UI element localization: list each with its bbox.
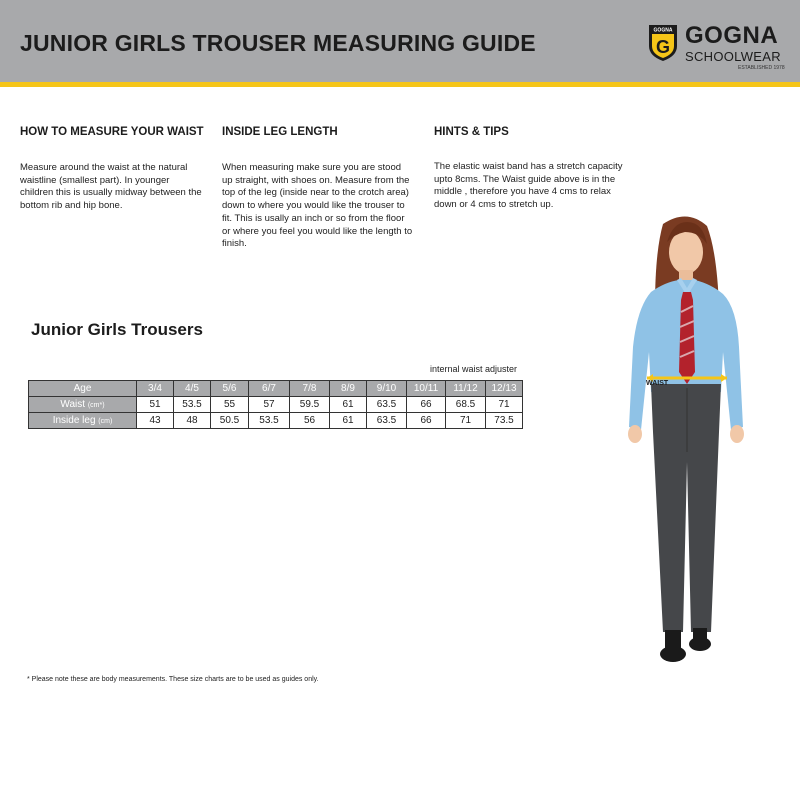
- waist-row-label: Waist: [60, 399, 86, 410]
- header-accent-stripe: [0, 82, 800, 87]
- age-cell: 9/10: [367, 381, 407, 397]
- age-cell: 7/8: [290, 381, 330, 397]
- inside-leg-section-heading: INSIDE LEG LENGTH: [222, 126, 338, 138]
- inside-leg-section: [222, 126, 414, 251]
- shield-logo-icon: [648, 24, 678, 62]
- inside-leg-row-label: Inside leg: [52, 415, 96, 426]
- waist-section-text: Measure around the waist at the natural waistline (smallest part). In younger children this is usually midway between the bottom rib and hip bone.: [20, 162, 202, 212]
- brand-logo: [648, 22, 793, 72]
- inside-leg-cell: 63.5: [367, 413, 407, 429]
- inside-leg-cell: 48: [174, 413, 211, 429]
- age-row-header: Age: [29, 381, 137, 397]
- age-cell: 10/11: [407, 381, 446, 397]
- waist-cell: 63.5: [367, 397, 407, 413]
- waist-cell: 57: [249, 397, 290, 413]
- waist-unit: (cm*): [87, 402, 105, 409]
- inside-leg-cell: 66: [407, 413, 446, 429]
- waist-cell: 51: [137, 397, 174, 413]
- hints-section-text: The elastic waist band has a stretch capacity upto 8cms. The Waist guide above is in the middle , therefore you have 4 cms to relax down or 4 cms to stretch up.: [434, 161, 623, 211]
- waist-cell: 55: [211, 397, 249, 413]
- inside-leg-cell: 50.5: [211, 413, 249, 429]
- model-figure: [615, 212, 760, 682]
- age-cell: 3/4: [137, 381, 174, 397]
- age-cell: 11/12: [446, 381, 486, 397]
- inside-leg-section-text: When measuring make sure you are stood up straight, with shoes on. Measure from the top of the leg (inside near to the crotch area) down to where you would like the trouser to fit. This is usally an inch or so from the floor or where you feel you would like the length to finish.: [222, 162, 413, 250]
- inside-leg-cell: 43: [137, 413, 174, 429]
- waist-cell: 71: [486, 397, 523, 413]
- inside-leg-row: [29, 413, 523, 429]
- adjuster-note: internal waist adjuster: [430, 364, 518, 374]
- waist-row: [29, 397, 523, 413]
- size-chart-table: [28, 380, 523, 429]
- waist-section: [20, 126, 205, 213]
- waist-cell: 53.5: [174, 397, 211, 413]
- inside-leg-cell: 56: [290, 413, 330, 429]
- waist-row-header: [29, 397, 137, 413]
- age-cell: 4/5: [174, 381, 211, 397]
- footnote: * Please note these are body measurements. These size charts are to be used as guides only.: [27, 676, 319, 683]
- inside-leg-unit: (cm): [98, 418, 113, 425]
- age-row: [29, 381, 523, 397]
- inside-leg-cell: 53.5: [249, 413, 290, 429]
- waist-section-heading: HOW TO MEASURE YOUR WAIST: [20, 126, 204, 138]
- waist-cell: 68.5: [446, 397, 486, 413]
- inside-leg-cell: 61: [330, 413, 367, 429]
- brand-subtitle: SCHOOLWEAR: [685, 49, 781, 64]
- waist-cell: 59.5: [290, 397, 330, 413]
- brand-name: GOGNA: [685, 22, 779, 49]
- hints-section-heading: HINTS & TIPS: [434, 126, 509, 138]
- logo-badge-text: GOGNA: [653, 27, 673, 34]
- hints-section: [434, 126, 634, 212]
- waist-cell: 61: [330, 397, 367, 413]
- inside-leg-row-header: [29, 413, 137, 429]
- brand-established: ESTABLISHED 1978: [738, 65, 785, 71]
- age-cell: 12/13: [486, 381, 523, 397]
- age-cell: 8/9: [330, 381, 367, 397]
- logo-letter: G: [655, 37, 671, 57]
- age-cell: 5/6: [211, 381, 249, 397]
- inside-leg-cell: 71: [446, 413, 486, 429]
- inside-leg-cell: 73.5: [486, 413, 523, 429]
- waist-cell: 66: [407, 397, 446, 413]
- page-title: JUNIOR GIRLS TROUSER MEASURING GUIDE: [20, 30, 536, 56]
- age-cell: 6/7: [249, 381, 290, 397]
- waist-marker-label: WAIST: [646, 380, 669, 387]
- size-chart-title: Junior Girls Trousers: [31, 320, 203, 339]
